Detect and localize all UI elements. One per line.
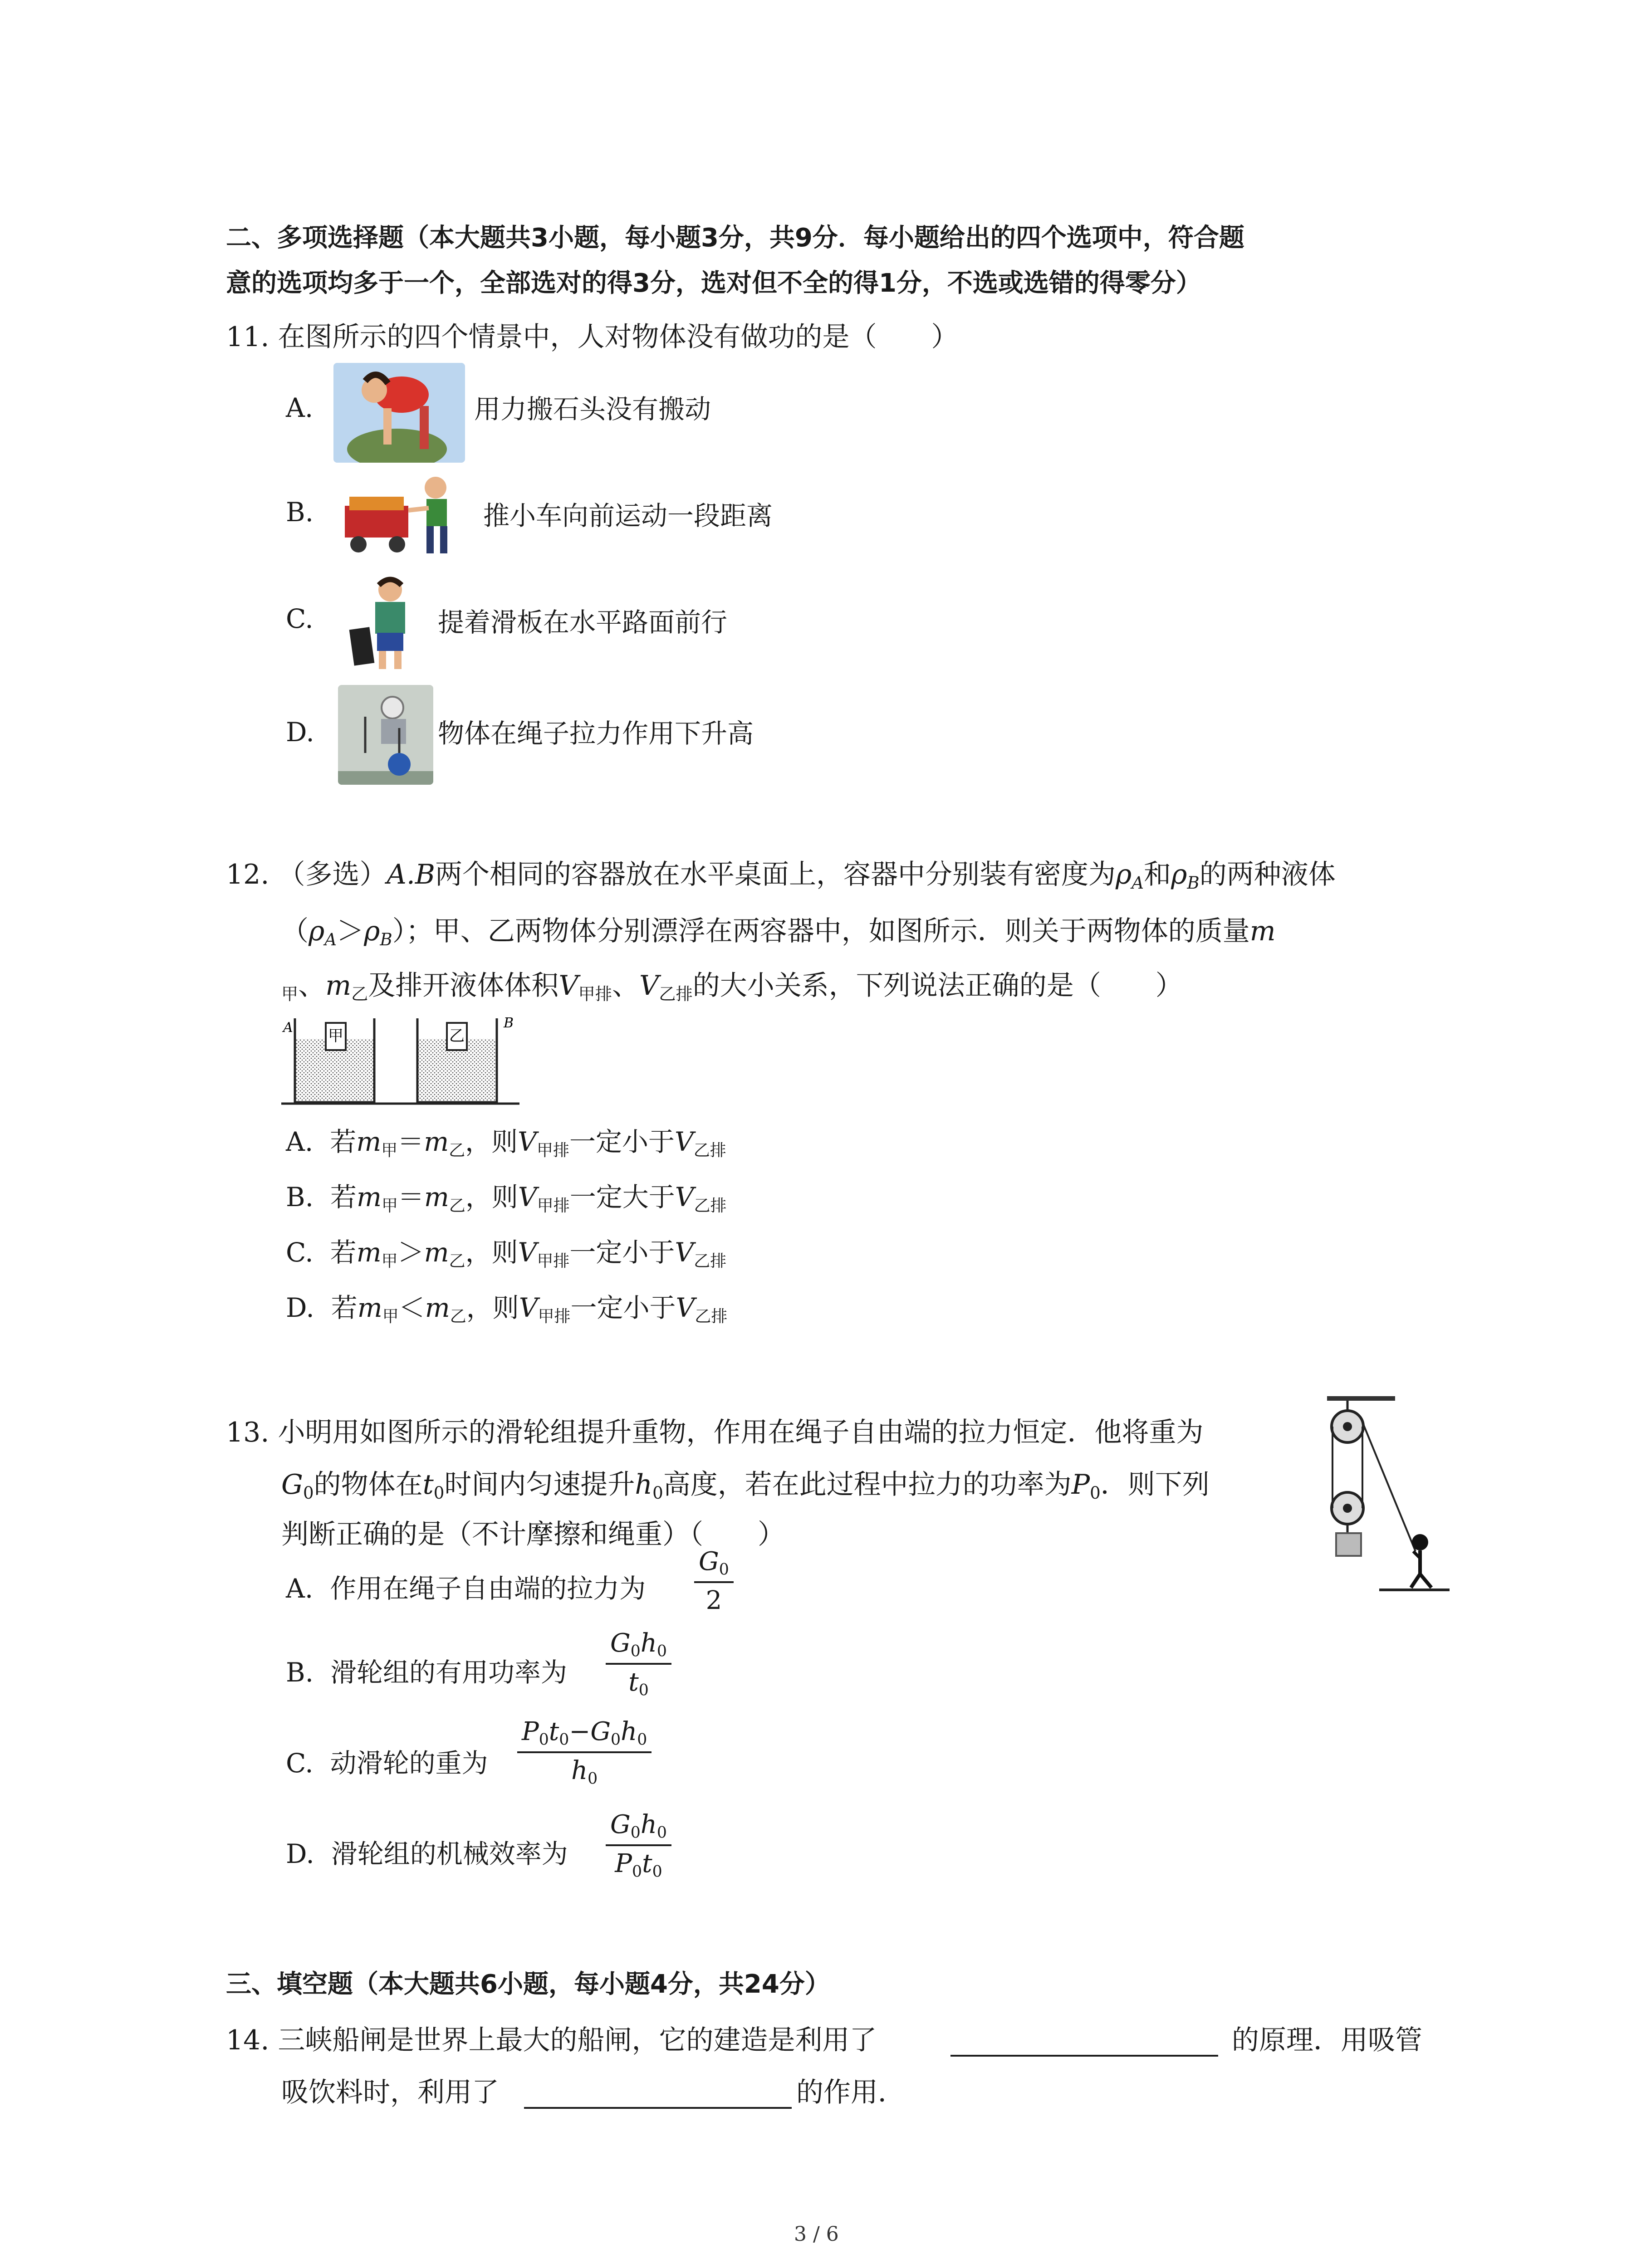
q13-option-d-fraction: $\frac{G_0h_0}{P_0t_0}$	[606, 1810, 671, 1881]
two-containers-figure	[281, 1014, 519, 1111]
q13-stem-line-3: 判断正确的是（不计摩擦和绳重）（ ）	[281, 1519, 785, 1550]
q13-option-a-fraction: $\frac{G_0}{2}$	[694, 1547, 734, 1615]
q11-option-c-text: 提着滑板在水平路面前行	[438, 607, 728, 638]
container-a-label: A	[283, 1020, 293, 1036]
page-number: 3 / 6	[794, 2223, 839, 2246]
carrying-skateboard-image	[347, 574, 429, 671]
section-2-heading-line-2: 意的选项均多于一个，全部选对的得3分，选对但不全的得1分，不选或选错的得零分）	[226, 269, 1201, 298]
container-b-label: B	[504, 1015, 514, 1031]
q11-option-c-letter: C.	[286, 603, 314, 634]
q12-stem-line-2: $(\rho_A>\rho_B)$；甲、乙两物体分别漂浮在两容器中，如图所示．则关于两物体的质量m	[281, 915, 1276, 950]
q11-option-d-letter: D.	[286, 717, 314, 748]
block-yi-label: 乙	[449, 1027, 465, 1045]
section-3-heading: 三、填空题（本大题共6小题，每小题4分，共24分）	[226, 1970, 830, 1999]
q14-line-1-part-2: 的原理．用吸管	[1232, 2024, 1422, 2056]
q13-option-b-fraction: $\frac{G_0h_0}{t_0}$	[606, 1628, 671, 1700]
block-jia-label: 甲	[328, 1027, 343, 1045]
weight	[1336, 1533, 1361, 1556]
q14-blank-1[interactable]	[950, 2055, 1218, 2057]
stick-figure	[1412, 1534, 1428, 1550]
section-2-heading-line-1: 二、多项选择题（本大题共3小题，每小题3分，共9分．每小题给出的四个选项中，符合题	[226, 223, 1244, 253]
q11-option-b-letter: B.	[286, 497, 314, 528]
q12-option-b[interactable]: B. 若$m_甲=m_乙$，则$V_{甲排}$一定大于$V_{乙排}$	[286, 1182, 727, 1215]
q13-stem-line-2: $G_0$的物体在$t_0$时间内匀速提升$h_0$高度，若在此过程中拉力的功率为$P_0$．则下列	[281, 1469, 1210, 1503]
ceiling	[1327, 1396, 1395, 1401]
q11-stem: 11. 在图所示的四个情景中，人对物体没有做功的是（ ）	[226, 321, 959, 353]
q12-option-c[interactable]: C. 若$m_甲>m_乙$，则$V_{甲排}$一定小于$V_{乙排}$	[286, 1237, 727, 1271]
q12-stem-line-1: 12. （多选）A.B两个相同的容器放在水平桌面上，容器中分别装有密度为$\rho_A$和$\rho_B$的两种液体	[226, 859, 1336, 893]
q11-option-b-text: 推小车向前运动一段距离	[483, 500, 773, 531]
q13-option-c-fraction: $\frac{P_0t_0-G_0h_0}{h_0}$	[517, 1717, 652, 1788]
pulley-system-figure	[1323, 1393, 1450, 1603]
q14-line-2-part-1: 吸饮料时，利用了	[281, 2077, 499, 2108]
q14-line-1-part-1: 14. 三峡船闸是世界上最大的船闸，它的建造是利用了	[226, 2024, 877, 2056]
q12-option-d[interactable]: D. 若$m_甲<m_乙$，则$V_{甲排}$一定小于$V_{乙排}$	[286, 1292, 728, 1326]
q11-option-d-text: 物体在绳子拉力作用下升高	[438, 718, 754, 749]
lifting-stone-image	[333, 363, 465, 463]
q11-option-a-letter: A.	[286, 392, 314, 423]
q14-blank-2[interactable]	[524, 2107, 792, 2109]
q12-stem-line-3: $_甲$、$m_乙$及排开液体体积$V_{甲排}$、$V_{乙排}$的大小关系，下列说法正确的是（ ）	[281, 970, 1183, 1004]
rope-free-end	[1363, 1424, 1416, 1551]
pulling-rope-image	[338, 685, 433, 785]
q14-line-2-part-2: 的作用．	[796, 2077, 905, 2108]
pushing-cart-image	[340, 469, 472, 560]
q11-option-a-text: 用力搬石头没有搬动	[474, 394, 711, 425]
q13-stem-line-1: 13. 小明用如图所示的滑轮组提升重物，作用在绳子自由端的拉力恒定．他将重为	[226, 1417, 1204, 1448]
q12-option-a[interactable]: A. 若$m_甲=m_乙$，则$V_{甲排}$一定小于$V_{乙排}$	[286, 1126, 726, 1160]
